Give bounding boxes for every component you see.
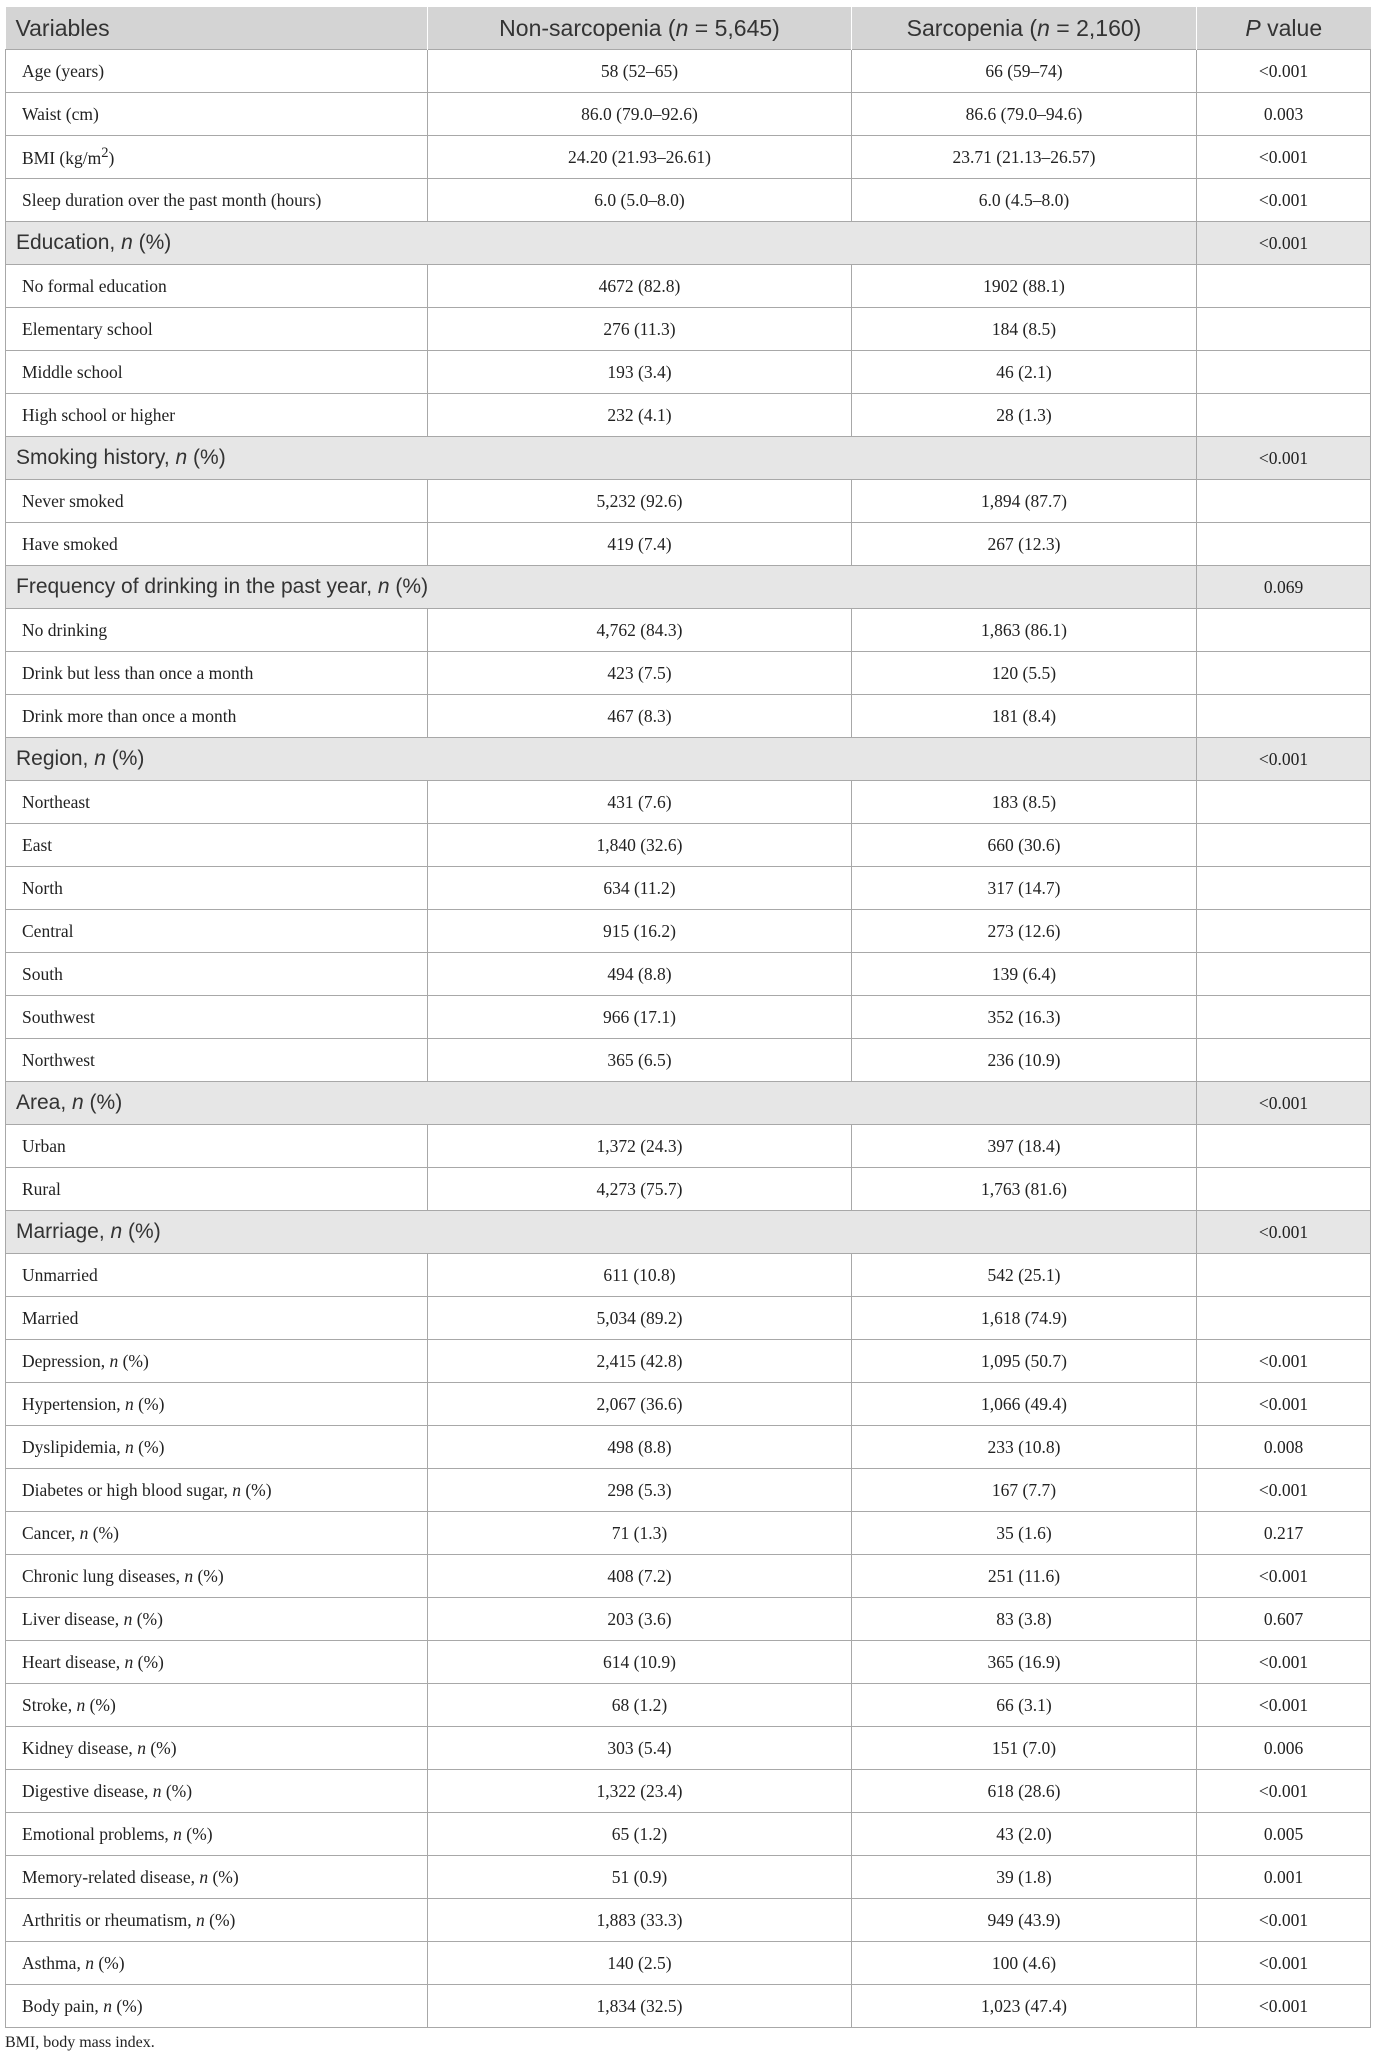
variable-label: Elementary school xyxy=(6,308,428,351)
table-row xyxy=(6,308,1371,351)
table-row xyxy=(6,1254,1371,1297)
table-row xyxy=(6,1125,1371,1168)
table-row xyxy=(6,1727,1371,1770)
non-sarcopenia-cell: 419 (7.4) xyxy=(428,523,852,566)
table-row xyxy=(6,1598,1371,1641)
table-row xyxy=(6,781,1371,824)
variable-label: Memory-related disease, n (%) xyxy=(6,1856,428,1899)
p-value-cell: 0.006 xyxy=(1197,1727,1371,1770)
non-sarcopenia-cell: 5,232 (92.6) xyxy=(428,480,852,523)
sarcopenia-cell: 35 (1.6) xyxy=(852,1512,1197,1555)
non-sarcopenia-cell: 2,415 (42.8) xyxy=(428,1340,852,1383)
sarcopenia-cell: 949 (43.9) xyxy=(852,1899,1197,1942)
table-row xyxy=(6,695,1371,738)
variable-label: Arthritis or rheumatism, n (%) xyxy=(6,1899,428,1942)
p-value-cell: <0.001 xyxy=(1197,50,1371,93)
table-row xyxy=(6,1555,1371,1598)
variable-label: Digestive disease, n (%) xyxy=(6,1770,428,1813)
non-sarcopenia-cell: 915 (16.2) xyxy=(428,910,852,953)
table-row xyxy=(6,1942,1371,1985)
table-row xyxy=(6,1856,1371,1899)
non-sarcopenia-cell: 86.0 (79.0–92.6) xyxy=(428,93,852,136)
sarcopenia-cell: 100 (4.6) xyxy=(852,1942,1197,1985)
non-sarcopenia-cell: 431 (7.6) xyxy=(428,781,852,824)
variable-label: North xyxy=(6,867,428,910)
variable-label: Unmarried xyxy=(6,1254,428,1297)
sarcopenia-cell: 28 (1.3) xyxy=(852,394,1197,437)
header-p-value: P value xyxy=(1197,7,1371,50)
non-sarcopenia-cell: 303 (5.4) xyxy=(428,1727,852,1770)
table-row xyxy=(6,1770,1371,1813)
header-row xyxy=(6,7,1371,50)
non-sarcopenia-cell: 498 (8.8) xyxy=(428,1426,852,1469)
p-value-cell xyxy=(1197,1039,1371,1082)
sarcopenia-cell: 1,023 (47.4) xyxy=(852,1985,1197,2028)
sarcopenia-cell: 397 (18.4) xyxy=(852,1125,1197,1168)
sarcopenia-cell: 542 (25.1) xyxy=(852,1254,1197,1297)
p-value-cell xyxy=(1197,609,1371,652)
non-sarcopenia-cell: 140 (2.5) xyxy=(428,1942,852,1985)
p-value-cell: <0.001 xyxy=(1197,437,1371,480)
sarcopenia-cell: 1,618 (74.9) xyxy=(852,1297,1197,1340)
header-variables: Variables xyxy=(6,7,428,50)
non-sarcopenia-cell: 4,273 (75.7) xyxy=(428,1168,852,1211)
variable-label: Heart disease, n (%) xyxy=(6,1641,428,1684)
sarcopenia-cell: 251 (11.6) xyxy=(852,1555,1197,1598)
non-sarcopenia-cell: 614 (10.9) xyxy=(428,1641,852,1684)
variable-label: Liver disease, n (%) xyxy=(6,1598,428,1641)
sarcopenia-cell: 1,095 (50.7) xyxy=(852,1340,1197,1383)
table-row xyxy=(6,394,1371,437)
sarcopenia-cell: 183 (8.5) xyxy=(852,781,1197,824)
sarcopenia-cell: 1,894 (87.7) xyxy=(852,480,1197,523)
p-value-cell xyxy=(1197,1254,1371,1297)
variable-label: Age (years) xyxy=(6,50,428,93)
variable-label: Diabetes or high blood sugar, n (%) xyxy=(6,1469,428,1512)
variable-label: Stroke, n (%) xyxy=(6,1684,428,1727)
non-sarcopenia-cell: 408 (7.2) xyxy=(428,1555,852,1598)
sarcopenia-cell: 236 (10.9) xyxy=(852,1039,1197,1082)
variable-label: Sleep duration over the past month (hours) xyxy=(6,179,428,222)
variable-label: Never smoked xyxy=(6,480,428,523)
variable-label: Asthma, n (%) xyxy=(6,1942,428,1985)
variable-label: High school or higher xyxy=(6,394,428,437)
sarcopenia-cell: 317 (14.7) xyxy=(852,867,1197,910)
table-row xyxy=(6,1512,1371,1555)
variable-label: Urban xyxy=(6,1125,428,1168)
p-value-cell xyxy=(1197,867,1371,910)
variable-label: Central xyxy=(6,910,428,953)
table-row xyxy=(6,523,1371,566)
variable-label: Cancer, n (%) xyxy=(6,1512,428,1555)
non-sarcopenia-cell: 4672 (82.8) xyxy=(428,265,852,308)
non-sarcopenia-cell: 2,067 (36.6) xyxy=(428,1383,852,1426)
section-label: Frequency of drinking in the past year, n (%) xyxy=(6,566,1197,609)
sarcopenia-cell: 43 (2.0) xyxy=(852,1813,1197,1856)
p-value-cell xyxy=(1197,523,1371,566)
p-value-cell: 0.607 xyxy=(1197,1598,1371,1641)
non-sarcopenia-cell: 423 (7.5) xyxy=(428,652,852,695)
p-value-cell: 0.003 xyxy=(1197,93,1371,136)
variable-label: BMI $(kg/m^2)$ xyxy=(6,136,428,179)
table-body xyxy=(6,50,1371,2028)
table-row xyxy=(6,179,1371,222)
non-sarcopenia-cell: 232 (4.1) xyxy=(428,394,852,437)
table-row xyxy=(6,351,1371,394)
table-row xyxy=(6,1340,1371,1383)
p-value-cell xyxy=(1197,824,1371,867)
sarcopenia-cell: 618 (28.6) xyxy=(852,1770,1197,1813)
table-row xyxy=(6,1168,1371,1211)
non-sarcopenia-cell: 51 (0.9) xyxy=(428,1856,852,1899)
table-row xyxy=(6,480,1371,523)
non-sarcopenia-cell: 467 (8.3) xyxy=(428,695,852,738)
sarcopenia-cell: 1,863 (86.1) xyxy=(852,609,1197,652)
sarcopenia-cell: 233 (10.8) xyxy=(852,1426,1197,1469)
table-row xyxy=(6,136,1371,179)
p-value-cell xyxy=(1197,695,1371,738)
variable-label: Depression, n (%) xyxy=(6,1340,428,1383)
non-sarcopenia-cell: 1,322 (23.4) xyxy=(428,1770,852,1813)
p-value-cell xyxy=(1197,351,1371,394)
sarcopenia-cell: 66 (3.1) xyxy=(852,1684,1197,1727)
sarcopenia-cell: 365 (16.9) xyxy=(852,1641,1197,1684)
p-value-cell: <0.001 xyxy=(1197,1899,1371,1942)
variable-label: Middle school xyxy=(6,351,428,394)
variable-label: No drinking xyxy=(6,609,428,652)
non-sarcopenia-cell: 5,034 (89.2) xyxy=(428,1297,852,1340)
non-sarcopenia-cell: 365 (6.5) xyxy=(428,1039,852,1082)
p-value-cell: <0.001 xyxy=(1197,1985,1371,2028)
variable-label: Drink but less than once a month xyxy=(6,652,428,695)
table-row xyxy=(6,1684,1371,1727)
table-row xyxy=(6,953,1371,996)
table-row xyxy=(6,996,1371,1039)
sarcopenia-cell: 6.0 (4.5–8.0) xyxy=(852,179,1197,222)
section-label: Education, n (%) xyxy=(6,222,1197,265)
non-sarcopenia-cell: 494 (8.8) xyxy=(428,953,852,996)
p-value-cell xyxy=(1197,308,1371,351)
section-header-row xyxy=(6,1082,1371,1125)
p-value-cell: 0.069 xyxy=(1197,566,1371,609)
section-label: Region, n (%) xyxy=(6,738,1197,781)
non-sarcopenia-cell: 1,840 (32.6) xyxy=(428,824,852,867)
sarcopenia-cell: 120 (5.5) xyxy=(852,652,1197,695)
variable-label: Rural xyxy=(6,1168,428,1211)
table-header xyxy=(6,7,1371,50)
table-row xyxy=(6,1297,1371,1340)
sarcopenia-cell: 151 (7.0) xyxy=(852,1727,1197,1770)
sarcopenia-cell: 267 (12.3) xyxy=(852,523,1197,566)
section-header-row xyxy=(6,437,1371,480)
table-row xyxy=(6,1813,1371,1856)
non-sarcopenia-cell: 68 (1.2) xyxy=(428,1684,852,1727)
table-row xyxy=(6,265,1371,308)
p-value-cell: 0.005 xyxy=(1197,1813,1371,1856)
p-value-cell xyxy=(1197,781,1371,824)
section-label: Area, n (%) xyxy=(6,1082,1197,1125)
table-row xyxy=(6,609,1371,652)
p-value-cell xyxy=(1197,1168,1371,1211)
table-container xyxy=(5,7,1370,2028)
p-value-cell xyxy=(1197,480,1371,523)
table-row xyxy=(6,1383,1371,1426)
table-row xyxy=(6,1039,1371,1082)
p-value-cell xyxy=(1197,394,1371,437)
p-value-cell: <0.001 xyxy=(1197,1641,1371,1684)
table-row xyxy=(6,1641,1371,1684)
p-value-cell xyxy=(1197,996,1371,1039)
sarcopenia-cell: 273 (12.6) xyxy=(852,910,1197,953)
header-sarcopenia: Sarcopenia (n = 2,160) xyxy=(852,7,1197,50)
non-sarcopenia-cell: 1,883 (33.3) xyxy=(428,1899,852,1942)
p-value-cell: <0.001 xyxy=(1197,1211,1371,1254)
table-row xyxy=(6,1985,1371,2028)
sarcopenia-cell: 1,066 (49.4) xyxy=(852,1383,1197,1426)
variable-label: Northeast xyxy=(6,781,428,824)
sarcopenia-cell: 66 (59–74) xyxy=(852,50,1197,93)
p-value-cell: <0.001 xyxy=(1197,136,1371,179)
p-value-cell: 0.008 xyxy=(1197,1426,1371,1469)
sarcopenia-cell: 167 (7.7) xyxy=(852,1469,1197,1512)
non-sarcopenia-cell: 65 (1.2) xyxy=(428,1813,852,1856)
table-row xyxy=(6,867,1371,910)
variable-label: No formal education xyxy=(6,265,428,308)
non-sarcopenia-cell: 634 (11.2) xyxy=(428,867,852,910)
non-sarcopenia-cell: 276 (11.3) xyxy=(428,308,852,351)
table-row xyxy=(6,50,1371,93)
non-sarcopenia-cell: 1,834 (32.5) xyxy=(428,1985,852,2028)
variable-label: Emotional problems, n (%) xyxy=(6,1813,428,1856)
variable-label: Kidney disease, n (%) xyxy=(6,1727,428,1770)
section-header-row xyxy=(6,738,1371,781)
non-sarcopenia-cell: 1,372 (24.3) xyxy=(428,1125,852,1168)
p-value-cell: <0.001 xyxy=(1197,738,1371,781)
p-value-cell xyxy=(1197,1125,1371,1168)
p-value-cell: <0.001 xyxy=(1197,1684,1371,1727)
section-header-row xyxy=(6,222,1371,265)
variable-label: East xyxy=(6,824,428,867)
non-sarcopenia-cell: 24.20 (21.93–26.61) xyxy=(428,136,852,179)
non-sarcopenia-cell: 58 (52–65) xyxy=(428,50,852,93)
p-value-cell xyxy=(1197,652,1371,695)
non-sarcopenia-cell: 203 (3.6) xyxy=(428,1598,852,1641)
p-value-cell: <0.001 xyxy=(1197,1340,1371,1383)
characteristics-table xyxy=(5,7,1371,2028)
variable-label: Hypertension, n (%) xyxy=(6,1383,428,1426)
table-row xyxy=(6,910,1371,953)
non-sarcopenia-cell: 6.0 (5.0–8.0) xyxy=(428,179,852,222)
non-sarcopenia-cell: 193 (3.4) xyxy=(428,351,852,394)
sarcopenia-cell: 352 (16.3) xyxy=(852,996,1197,1039)
table-row xyxy=(6,93,1371,136)
table-row xyxy=(6,652,1371,695)
non-sarcopenia-cell: 4,762 (84.3) xyxy=(428,609,852,652)
variable-label: Northwest xyxy=(6,1039,428,1082)
table-row xyxy=(6,824,1371,867)
variable-label: Chronic lung diseases, n (%) xyxy=(6,1555,428,1598)
p-value-cell: <0.001 xyxy=(1197,1082,1371,1125)
p-value-cell: <0.001 xyxy=(1197,222,1371,265)
variable-label: Body pain, n (%) xyxy=(6,1985,428,2028)
p-value-cell: 0.217 xyxy=(1197,1512,1371,1555)
p-value-cell: <0.001 xyxy=(1197,1469,1371,1512)
variable-label: Dyslipidemia, n (%) xyxy=(6,1426,428,1469)
p-value-cell xyxy=(1197,1297,1371,1340)
non-sarcopenia-cell: 298 (5.3) xyxy=(428,1469,852,1512)
p-value-cell: <0.001 xyxy=(1197,1942,1371,1985)
sarcopenia-cell: 23.71 (21.13–26.57) xyxy=(852,136,1197,179)
sarcopenia-cell: 1,763 (81.6) xyxy=(852,1168,1197,1211)
sarcopenia-cell: 1902 (88.1) xyxy=(852,265,1197,308)
variable-label: South xyxy=(6,953,428,996)
p-value-cell: 0.001 xyxy=(1197,1856,1371,1899)
table-row xyxy=(6,1426,1371,1469)
variable-label: Waist (cm) xyxy=(6,93,428,136)
table-row xyxy=(6,1899,1371,1942)
sarcopenia-cell: 83 (3.8) xyxy=(852,1598,1197,1641)
p-value-cell xyxy=(1197,265,1371,308)
table-footnote: BMI, body mass index. xyxy=(5,2034,155,2051)
header-non-sarcopenia: Non-sarcopenia (n = 5,645) xyxy=(428,7,852,50)
variable-label: Drink more than once a month xyxy=(6,695,428,738)
sarcopenia-cell: 139 (6.4) xyxy=(852,953,1197,996)
variable-label: Married xyxy=(6,1297,428,1340)
sarcopenia-cell: 181 (8.4) xyxy=(852,695,1197,738)
p-value-cell xyxy=(1197,953,1371,996)
sarcopenia-cell: 46 (2.1) xyxy=(852,351,1197,394)
variable-label: Southwest xyxy=(6,996,428,1039)
sarcopenia-cell: 39 (1.8) xyxy=(852,1856,1197,1899)
sarcopenia-cell: 660 (30.6) xyxy=(852,824,1197,867)
non-sarcopenia-cell: 966 (17.1) xyxy=(428,996,852,1039)
section-header-row xyxy=(6,566,1371,609)
p-value-cell: <0.001 xyxy=(1197,179,1371,222)
p-value-cell: <0.001 xyxy=(1197,1555,1371,1598)
section-label: Marriage, n (%) xyxy=(6,1211,1197,1254)
table-row xyxy=(6,1469,1371,1512)
p-value-cell: <0.001 xyxy=(1197,1383,1371,1426)
sarcopenia-cell: 184 (8.5) xyxy=(852,308,1197,351)
variable-label: Have smoked xyxy=(6,523,428,566)
non-sarcopenia-cell: 611 (10.8) xyxy=(428,1254,852,1297)
section-header-row xyxy=(6,1211,1371,1254)
p-value-cell: <0.001 xyxy=(1197,1770,1371,1813)
sarcopenia-cell: 86.6 (79.0–94.6) xyxy=(852,93,1197,136)
section-label: Smoking history, n (%) xyxy=(6,437,1197,480)
p-value-cell xyxy=(1197,910,1371,953)
non-sarcopenia-cell: 71 (1.3) xyxy=(428,1512,852,1555)
